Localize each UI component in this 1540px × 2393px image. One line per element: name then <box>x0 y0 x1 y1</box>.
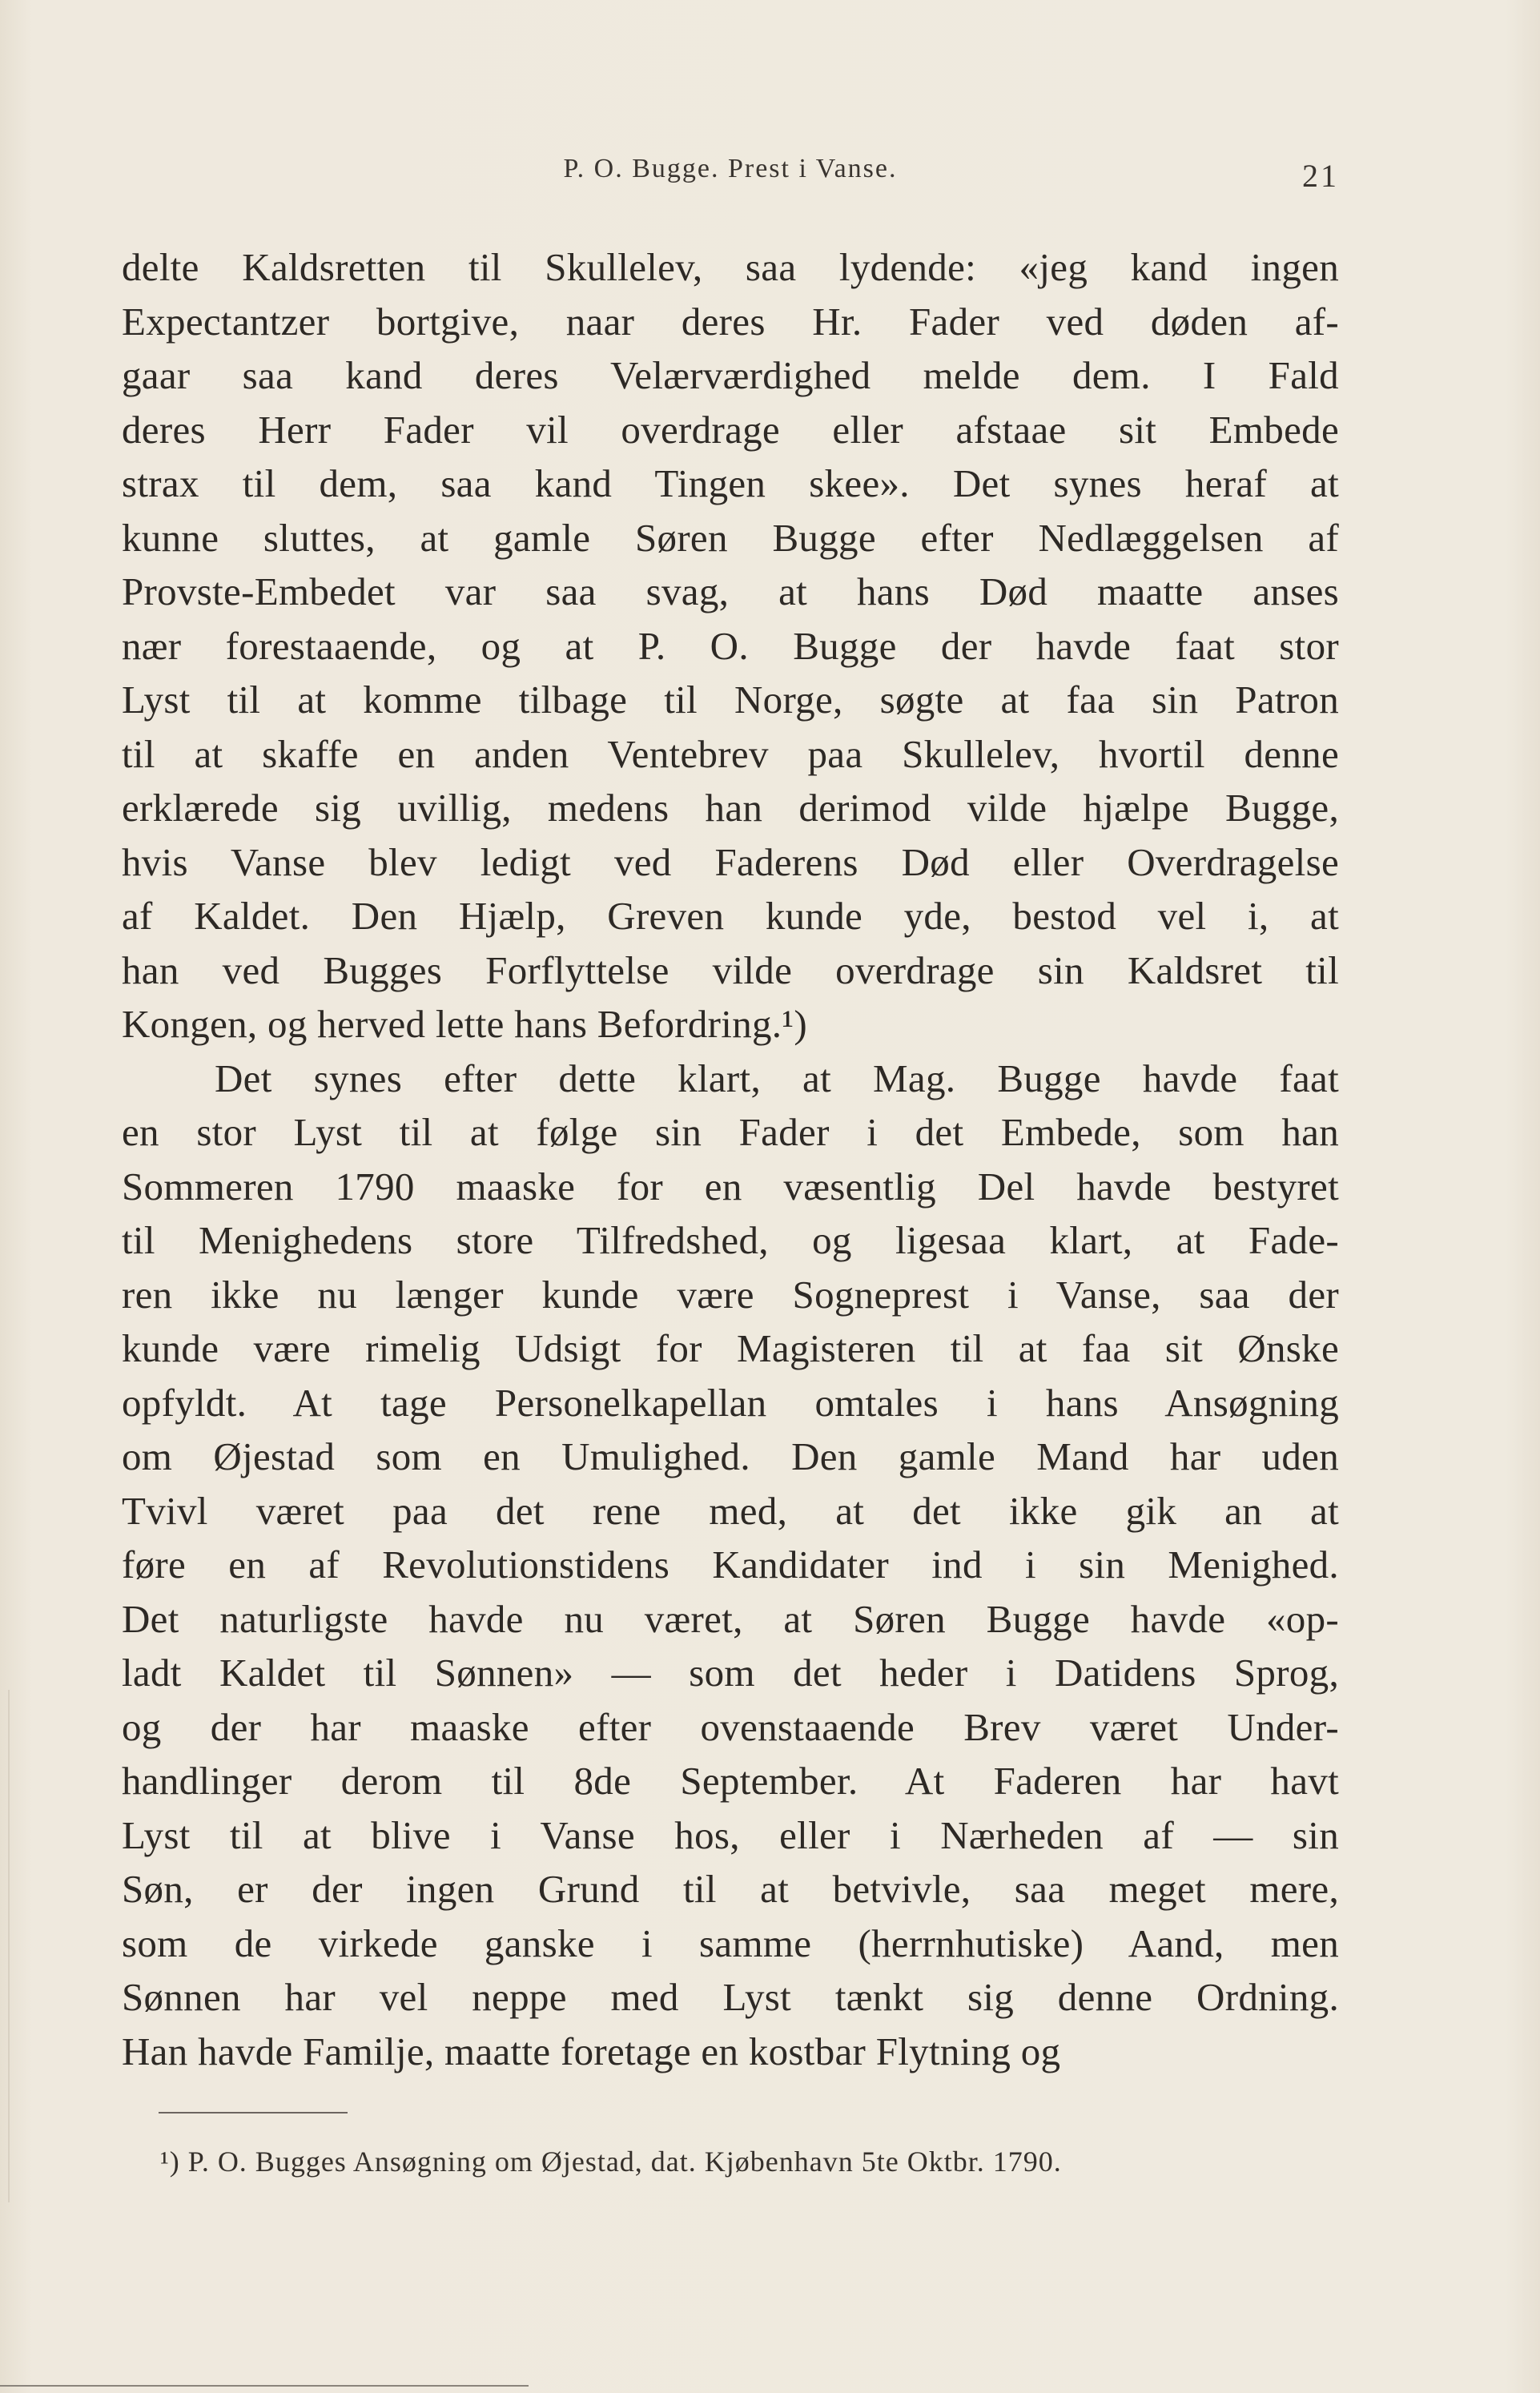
text-line: Kongen, og herved lette hans Befordring.¹) <box>122 1002 807 1046</box>
text-line: Han havde Familje, maatte foretage en kostbar Flytning og <box>122 2029 1061 2073</box>
text-line: strax til dem, saa kand Tingen skee». Det synes heraf at <box>122 461 1339 505</box>
text-line: Sønnen har vel neppe med Lyst tænkt sig denne Ordning. <box>122 1975 1339 2019</box>
text-line: ren ikke nu længer kunde være Sogneprest i Vanse, saa der <box>122 1272 1339 1317</box>
text-line: Det naturligste havde nu været, at Søren Bugge havde «op- <box>122 1596 1339 1641</box>
text-line: Lyst til at blive i Vanse hos, eller i Nærheden af — sin <box>122 1812 1339 1857</box>
text-line: kunde være rimelig Udsigt for Magisteren til at faa sit Ønske <box>122 1326 1339 1370</box>
text-line: erklærede sig uvillig, medens han derimod vilde hjælpe Bugge, <box>122 786 1339 830</box>
text-line: nær forestaaende, og at P. O. Bugge der havde faat stor <box>122 623 1339 668</box>
text-line: Tvivl været paa det rene med, at det ikke gik an at <box>122 1488 1339 1533</box>
text-line: delte Kaldsretten til Skullelev, saa lydende: «jeg kand ingen <box>122 245 1339 289</box>
text-line: en stor Lyst til at følge sin Fader i det Embede, som han <box>122 1110 1339 1154</box>
text-line: handlinger derom til 8de September. At Faderen har havt <box>122 1759 1339 1803</box>
text-line: Expectantzer bortgive, naar deres Hr. Fader ved døden af- <box>122 299 1339 344</box>
footnote: ¹) P. O. Bugges Ansøgning om Øjestad, dat. Kjøbenhavn 5te Oktbr. 1790. <box>160 2146 1062 2178</box>
footnote-rule <box>159 2112 348 2113</box>
text-line: hvis Vanse blev ledigt ved Faderens Død eller Overdragelse <box>122 839 1339 884</box>
running-head: P. O. Bugge. Prest i Vanse. <box>563 154 898 183</box>
body-text <box>122 240 1339 2078</box>
page-number: 21 <box>1302 158 1339 194</box>
text-line: om Øjestad som en Umulighed. Den gamle Mand har uden <box>122 1434 1339 1478</box>
text-line: Provste-Embedet var saa svag, at hans Død maatte anses <box>122 569 1339 613</box>
text-line: han ved Bugges Forflyttelse vilde overdrage sin Kaldsret til <box>122 947 1339 992</box>
text-line: Søn, er der ingen Grund til at betvivle, saa meget mere, <box>122 1867 1339 1911</box>
text-line: som de virkede ganske i samme (herrnhutiske) Aand, men <box>122 1920 1339 1965</box>
page-header <box>122 154 1339 202</box>
text-line: kunne sluttes, at gamle Søren Bugge efter Nedlæggelsen af <box>122 515 1339 560</box>
text-line: til Menighedens store Tilfredshed, og ligesaa klart, at Fade- <box>122 1218 1339 1262</box>
scan-edge-line <box>0 2385 529 2387</box>
text-line: føre en af Revolutionstidens Kandidater ind i sin Menighed. <box>122 1542 1339 1587</box>
text-line: til at skaffe en anden Ventebrev paa Skullelev, hvortil denne <box>122 731 1339 776</box>
text-line: gaar saa kand deres Velærværdighed melde dem. I Fald <box>122 353 1339 397</box>
text-line: af Kaldet. Den Hjælp, Greven kunde yde, bestod vel i, at <box>122 894 1339 938</box>
text-line: deres Herr Fader vil overdrage eller afstaae sit Embede <box>122 407 1339 452</box>
margin-shadow <box>8 1690 10 2202</box>
text-line: ladt Kaldet til Sønnen» — som det heder i Datidens Sprog, <box>122 1651 1339 1695</box>
text-line: Det synes efter dette klart, at Mag. Bugge havde faat <box>215 1056 1339 1100</box>
text-line: Sommeren 1790 maaske for en væsentlig Del havde bestyret <box>122 1164 1339 1209</box>
text-line: opfyldt. At tage Personelkapellan omtales i hans Ansøgning <box>122 1380 1339 1425</box>
text-line: og der har maaske efter ovenstaaende Brev været Under- <box>122 1704 1339 1749</box>
text-line: Lyst til at komme tilbage til Norge, søgte at faa sin Patron <box>122 678 1339 722</box>
